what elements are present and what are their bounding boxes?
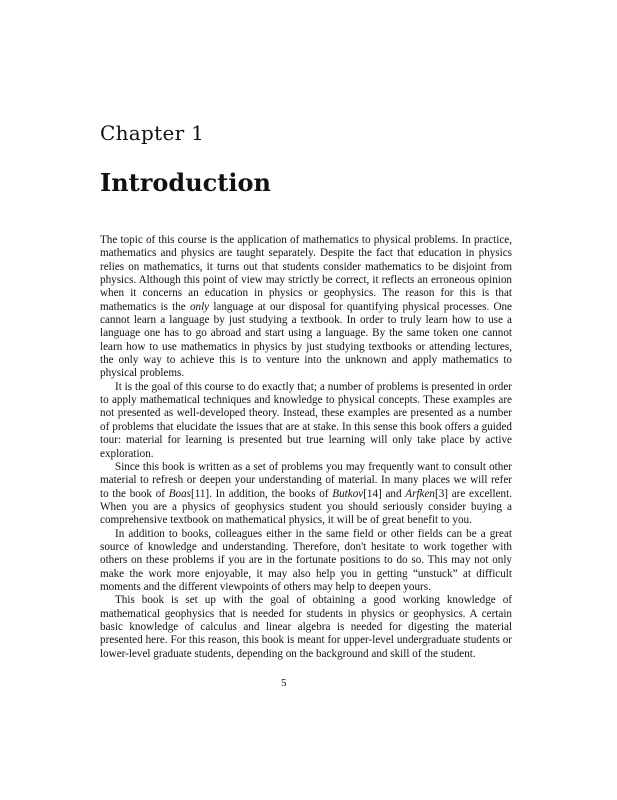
paragraph-text: [3] are excellent. When you are a physics of geophysics student you should seriously consider buying a comprehensive textbook on mathematical physics, it will be of great benefit to you. <box>100 487 513 527</box>
author-reference: Arfken <box>405 487 435 500</box>
author-reference: Butkov <box>332 487 364 500</box>
paragraph-text: The topic of this course is the application of mathematics to physical problems. In practice, mathematics and physics are taught separately. Despite the fact that education in physics relies on mathematics, it turns out that students consider mathematics to be disjoint from physics. Although this point of view may strictly be correct, it reflects an erroneous opinion when it concerns an education in physics or geophysics. The reason for this is that mathematics is the <box>100 234 512 313</box>
author-reference: Boas <box>168 487 191 500</box>
chapter-label: Chapter 1 <box>100 121 205 145</box>
body-text <box>100 234 512 661</box>
paragraph-1 <box>100 234 512 381</box>
paragraph-text: Since this book is written as a set of problems you may frequently want to consult other material to refresh or deepen your understanding of material. In many places we will refer to the book of <box>100 460 512 500</box>
paragraph-text: language at our disposal for quantifying physical processes. One cannot learn a language by just studying a textbook. In order to truly learn how to use a language one has to go abroad and start using a language. By the same token one cannot learn how to use mathematics in physics by just studying textbooks or attending lectures, the only way to achieve this is to venture into the unknown and apply mathematics to physical problems. <box>100 300 513 380</box>
paragraph-3 <box>100 461 512 528</box>
emphasized-word: only <box>189 300 210 313</box>
chapter-title: Introduction <box>100 168 271 197</box>
page-number: 5 <box>281 677 287 689</box>
paragraph-2 <box>100 381 512 461</box>
paragraph-text: [14] and <box>363 487 406 500</box>
paragraph-text: It is the goal of this course to do exactly that; a number of problems is presented in order to apply mathematical techniques and knowledge to physical concepts. These examples are not presented as well-developed theory. Instead, these examples are presented as a number of problems that elucidate the issues that are at stake. In this sense this book offers a guided tour: material for learning is presented but true learning will only take place by active exploration. <box>100 380 512 460</box>
paragraph-5 <box>100 594 512 661</box>
paragraph-text: In addition to books, colleagues either in the same field or other fields can be a great source of knowledge and understanding. Therefore, don't hesitate to work together with others on these problems if you are in the fortunate positions to do so. This may not only make the work more enjoyable, it may also help you in getting “unstuck” at difficult moments and the different viewpoints of others may help to deepen yours. <box>100 527 512 593</box>
paragraph-text: This book is set up with the goal of obtaining a good working knowledge of mathematical geophysics that is needed for students in physics or geophysics. A certain basic knowledge of calculus and linear algebra is needed for digesting the material presented here. For this reason, this book is meant for upper-level undergraduate students or lower-level graduate students, depending on the background and skill of the student. <box>100 594 512 660</box>
paragraph-4 <box>100 528 512 595</box>
paragraph-text: [11]. In addition, the books of <box>190 487 333 500</box>
